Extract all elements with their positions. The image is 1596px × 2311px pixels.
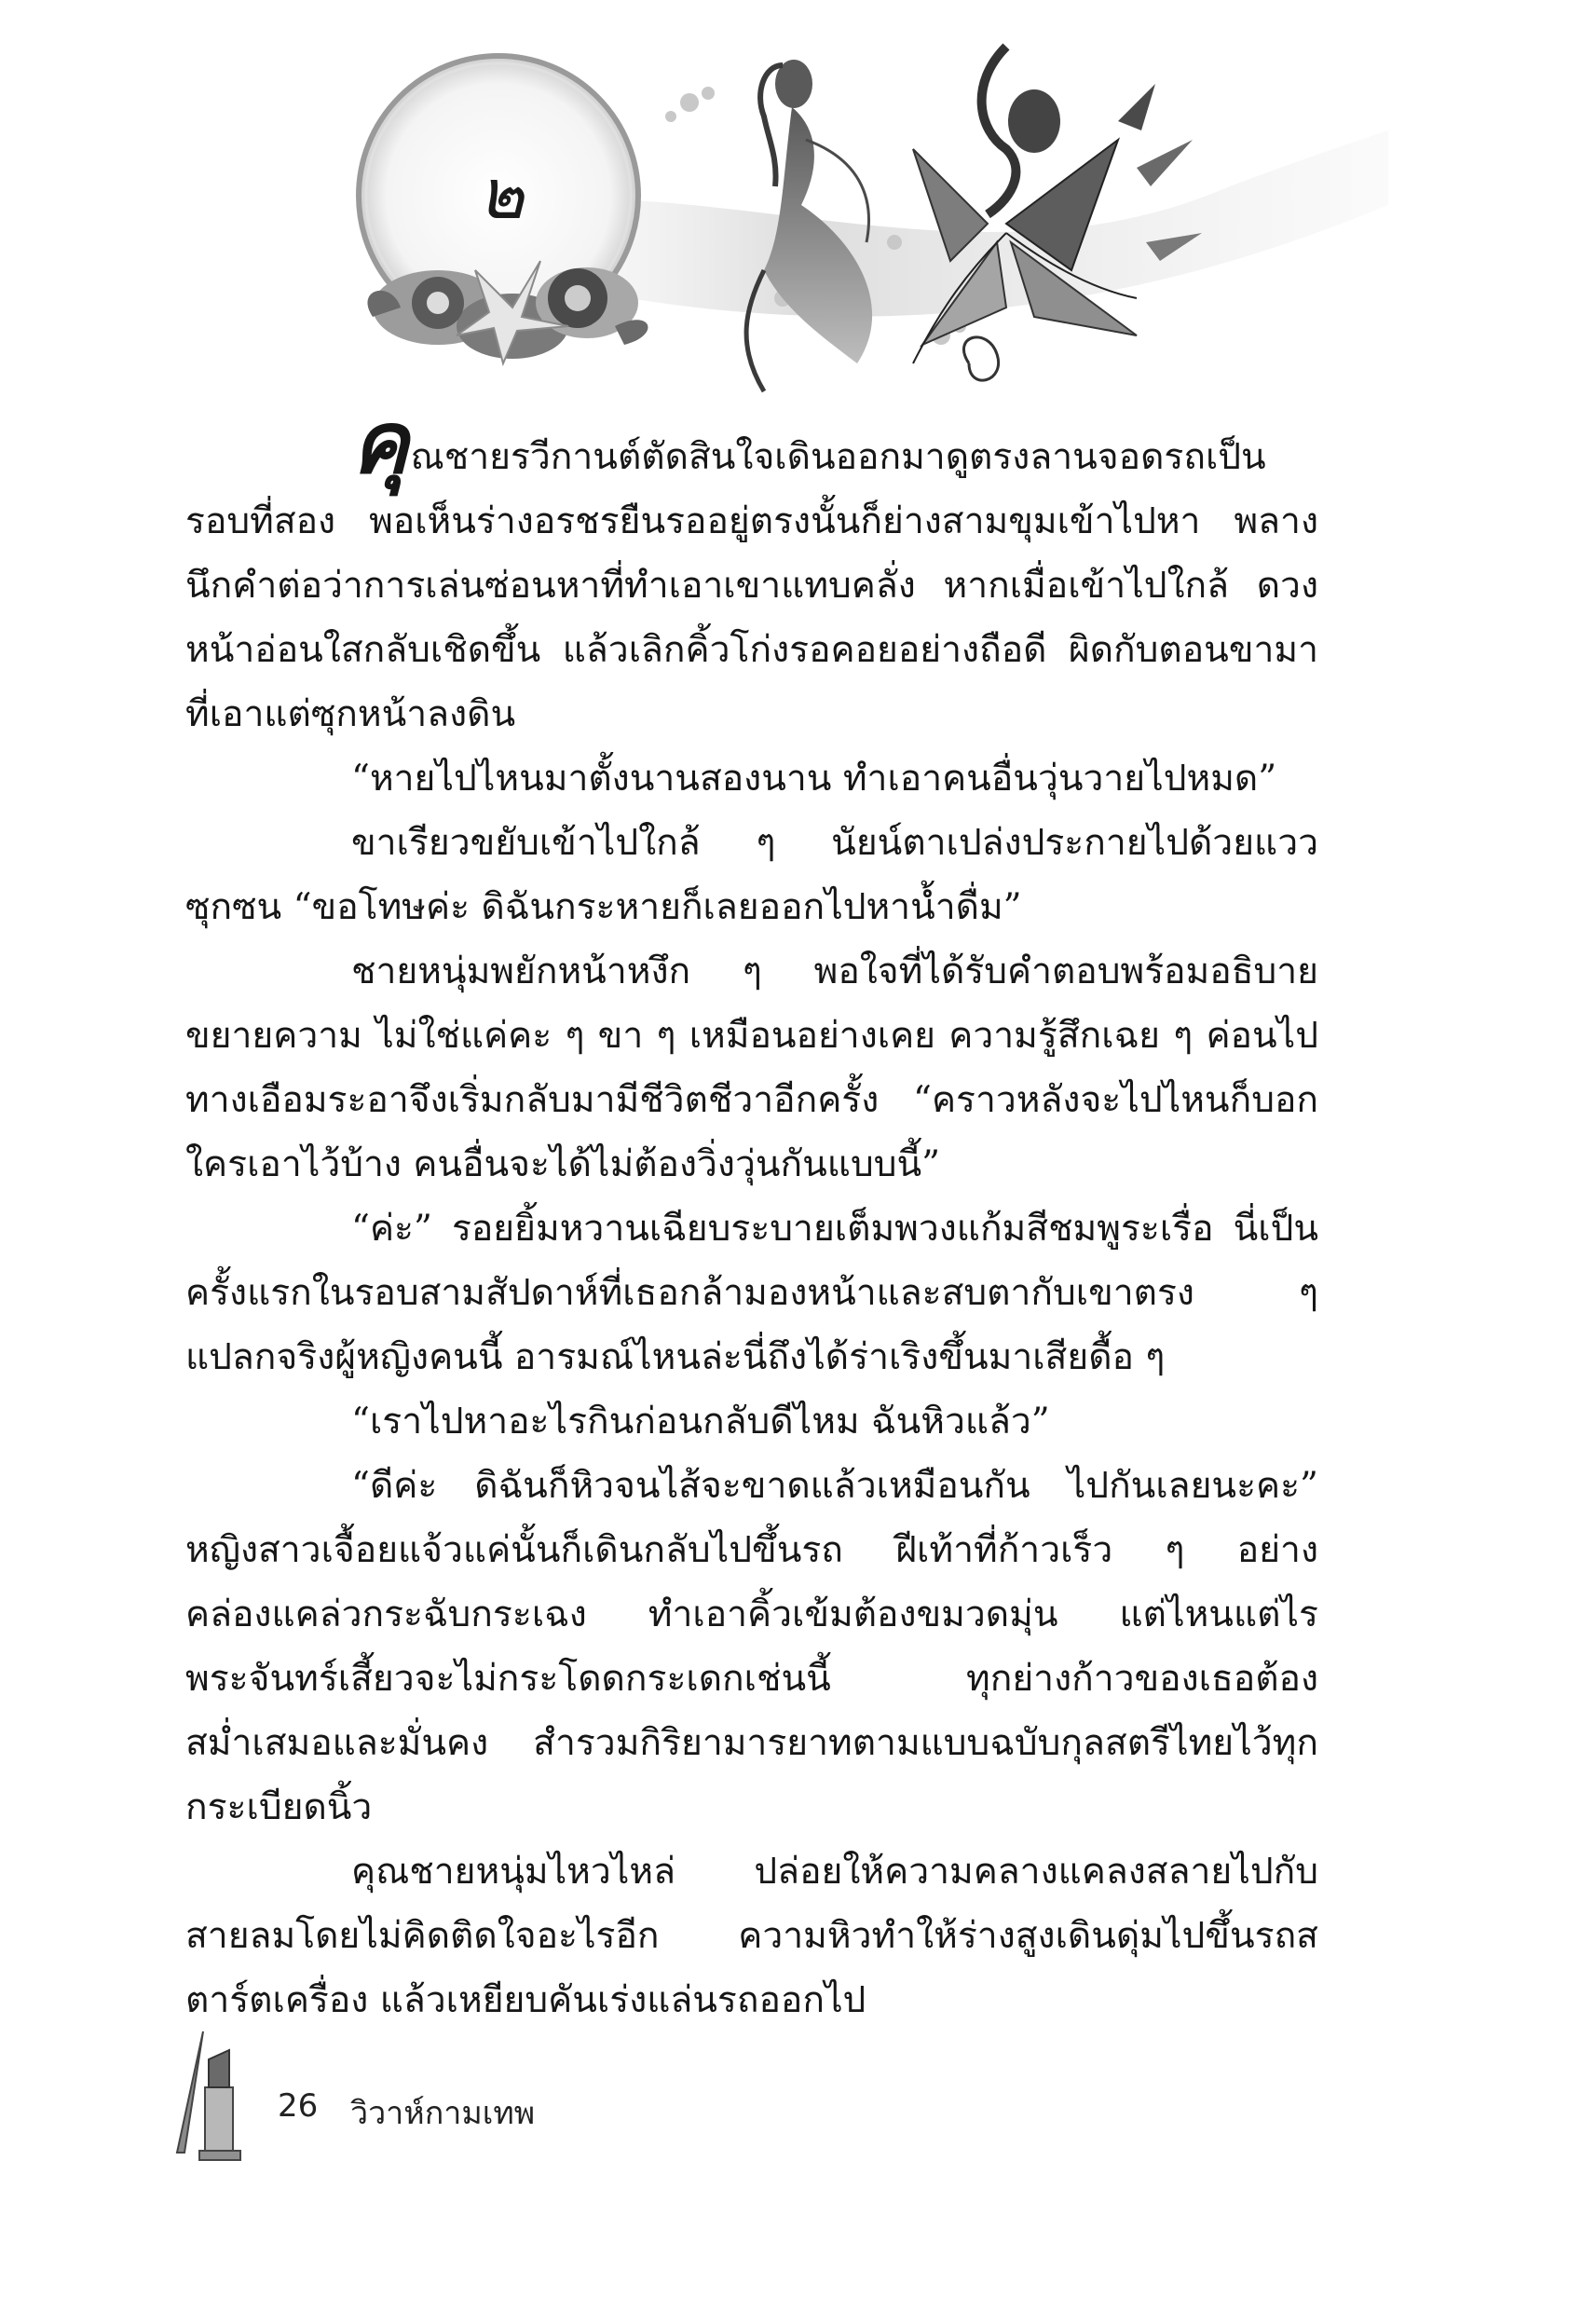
paragraph: “ดีค่ะ ดิฉันก็หิวจนไส้จะขาดแล้วเหมือนกัน ไปกันเลยนะคะ” หญิงสาวเจื้อยแจ้วแค่นั้นก็เดินกลับไปขึ้นรถ ฝีเท้าที่ก้าวเร็ว ๆ อย่างคล่องแคล่วกระฉับกระเฉง ทำเอาคิ้วเข้มต้องขมวดมุ่น แต่ไหนแต่ไรพระจันทร์เสี้ยวจะไม่กระโดดกระเดกเช่นนี้ ทุกย่างก้าวของเธอต้องสม่ำเสมอและมั่นคง สำรวมกิริยามารยาทตามแบบฉบับกุลสตรีไทยไว้ทุกกระเบียดนิ้ว — [185, 1465, 1318, 1828]
paragraph: “ค่ะ” รอยยิ้มหวานเฉียบระบายเต็มพวงแก้มสีชมพูระเรื่อ นี่เป็นครั้งแรกในรอบสามสัปดาห์ที่เธอกล้ามองหน้าและสบตากับเขาตรง ๆ แปลกจริงผู้หญิงคนนี้ อารมณ์ไหนล่ะนี่ถึงได้ร่าเริงขึ้นมาเสียดื้อ ๆ — [185, 1208, 1318, 1378]
page-footer — [158, 2022, 717, 2162]
paragraph: “หายไปไหนมาตั้งนานสองนาน ทำเอาคนอื่นวุ่นวายไปหมด” — [351, 758, 1277, 800]
paragraph: ขาเรียวขยับเข้าไปใกล้ ๆ นัยน์ตาเปล่งประกายไปด้วยแววซุกซน “ขอโทษค่ะ ดิฉันกระหายก็เลยออกไปหาน้ำดื่ม” — [185, 822, 1318, 928]
drop-cap: คุ — [351, 392, 409, 493]
paragraph: ชายหนุ่มพยักหน้าหงึก ๆ พอใจที่ได้รับคำตอบพร้อมอธิบายขยายความ ไม่ใช่แค่คะ ๆ ขา ๆ เหมือนอย่างเคย ความรู้สึกเฉย ๆ ค่อนไปทางเอือมระอาจึงเริ่มกลับมามีชีวิตชีวาอีกครั้ง “คราวหลังจะไปไหนก็บอกใครเอาไว้บ้าง คนอื่นจะได้ไม่ต้องวิ่งวุ่นกันแบบนี้” — [185, 950, 1318, 1185]
lipstick-icon — [158, 2022, 252, 2162]
chapter-header-illustration — [298, 28, 1398, 419]
page-number: 26 — [278, 2087, 319, 2125]
chapter-body — [185, 392, 1318, 2032]
chapter-number: ๒ — [478, 155, 525, 235]
paragraph-text: ณชายรวีกานต์ตัดสินใจเดินออกมาดูตรงลานจอดรถเป็นรอบที่สอง พอเห็นร่างอรชรยืนรออยู่ตรงนั้นก็ย่างสามขุมเข้าไปหา พลางนึกคำต่อว่าการเล่นซ่อนหาที่ทำเอาเขาแทบคลั่ง หากเมื่อเข้าไปใกล้ ดวงหน้าอ่อนใสกลับเชิดขึ้น แล้วเลิกคิ้วโก่งรอคอยอย่างถือดี ผิดกับตอนขามาที่เอาแต่ซุกหน้าลงดิน — [185, 436, 1318, 735]
paragraph: “เราไปหาอะไรกินก่อนกลับดีไหม ฉันหิวแล้ว” — [351, 1401, 1050, 1443]
paragraph: คุณชายหนุ่มไหวไหล่ ปล่อยให้ความคลางแคลงสลายไปกับสายลมโดยไม่คิดติดใจอะไรอีก ความหิวทำให้ร่างสูงเดินดุ่มไปขึ้นรถสตาร์ตเครื่อง แล้วเหยียบคันเร่งแล่นรถออกไป — [185, 1851, 1318, 2021]
book-title: วิวาห์กามเทพ — [350, 2095, 536, 2132]
paragraph — [185, 392, 1318, 746]
header-art-svg — [298, 28, 1398, 419]
